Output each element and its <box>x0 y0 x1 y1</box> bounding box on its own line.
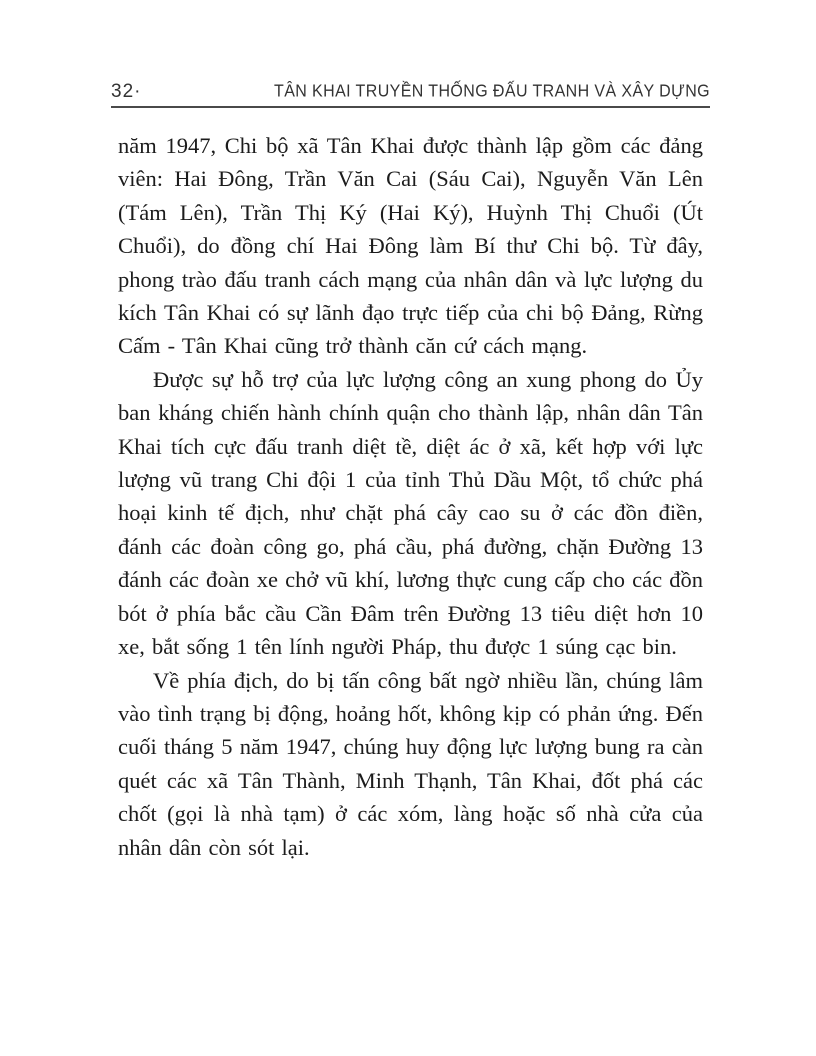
running-title: TÂN KHAI TRUYỀN THỐNG ĐẤU TRANH VÀ XÂY DỰNG <box>274 82 710 101</box>
paragraph-support-forces: Được sự hỗ trợ của lực lượng công an xung phong do Ủy ban kháng chiến hành chính quận cho thành lập, nhân dân Tân Khai tích cực đấu tranh diệt tề, diệt ác ở xã, kết hợp với lực lượng vũ trang Chi đội 1 của tỉnh Thủ Dầu Một, tổ chức phá hoại kinh tế địch, như chặt phá cây cao su ở các đồn điền, đánh các đoàn công go, phá cầu, phá đường, chặn Đường 13 đánh các đoàn xe chở vũ khí, lương thực cung cấp cho các đồn bót ở phía bắc cầu Cần Đâm trên Đường 13 tiêu diệt hơn 10 xe, bắt sống 1 tên lính người Pháp, thu được 1 súng cạc bin. <box>118 366 703 660</box>
page-number: 32· <box>111 81 142 102</box>
paragraph-continued: năm 1947, Chi bộ xã Tân Khai được thành lập gồm các đảng viên: Hai Đông, Trần Văn Cai (Sáu Cai), Nguyễn Văn Lên (Tám Lên), Trần Thị Ký (Hai Ký), Huỳnh Thị Chuổi (Út Chuổi), do đồng chí Hai Đông làm Bí thư Chi bộ. Từ đây, phong trào đấu tranh cách mạng của nhân dân và lực lượng du kích Tân Khai có sự lãnh đạo trực tiếp của chi bộ Đảng, Rừng Cấm - Tân Khai cũng trở thành căn cứ cách mạng. <box>118 133 703 359</box>
page-body <box>118 129 703 864</box>
running-header <box>111 82 710 108</box>
paragraph-enemy-reaction: Về phía địch, do bị tấn công bất ngờ nhiều lần, chúng lâm vào tình trạng bị động, hoảng hốt, không kịp có phản ứng. Đến cuối tháng 5 năm 1947, chúng huy động lực lượng bung ra càn quét các xã Tân Thành, Minh Thạnh, Tân Khai, đốt phá các chốt (gọi là nhà tạm) ở các xóm, làng hoặc số nhà cửa của nhân dân còn sót lại. <box>118 667 703 860</box>
